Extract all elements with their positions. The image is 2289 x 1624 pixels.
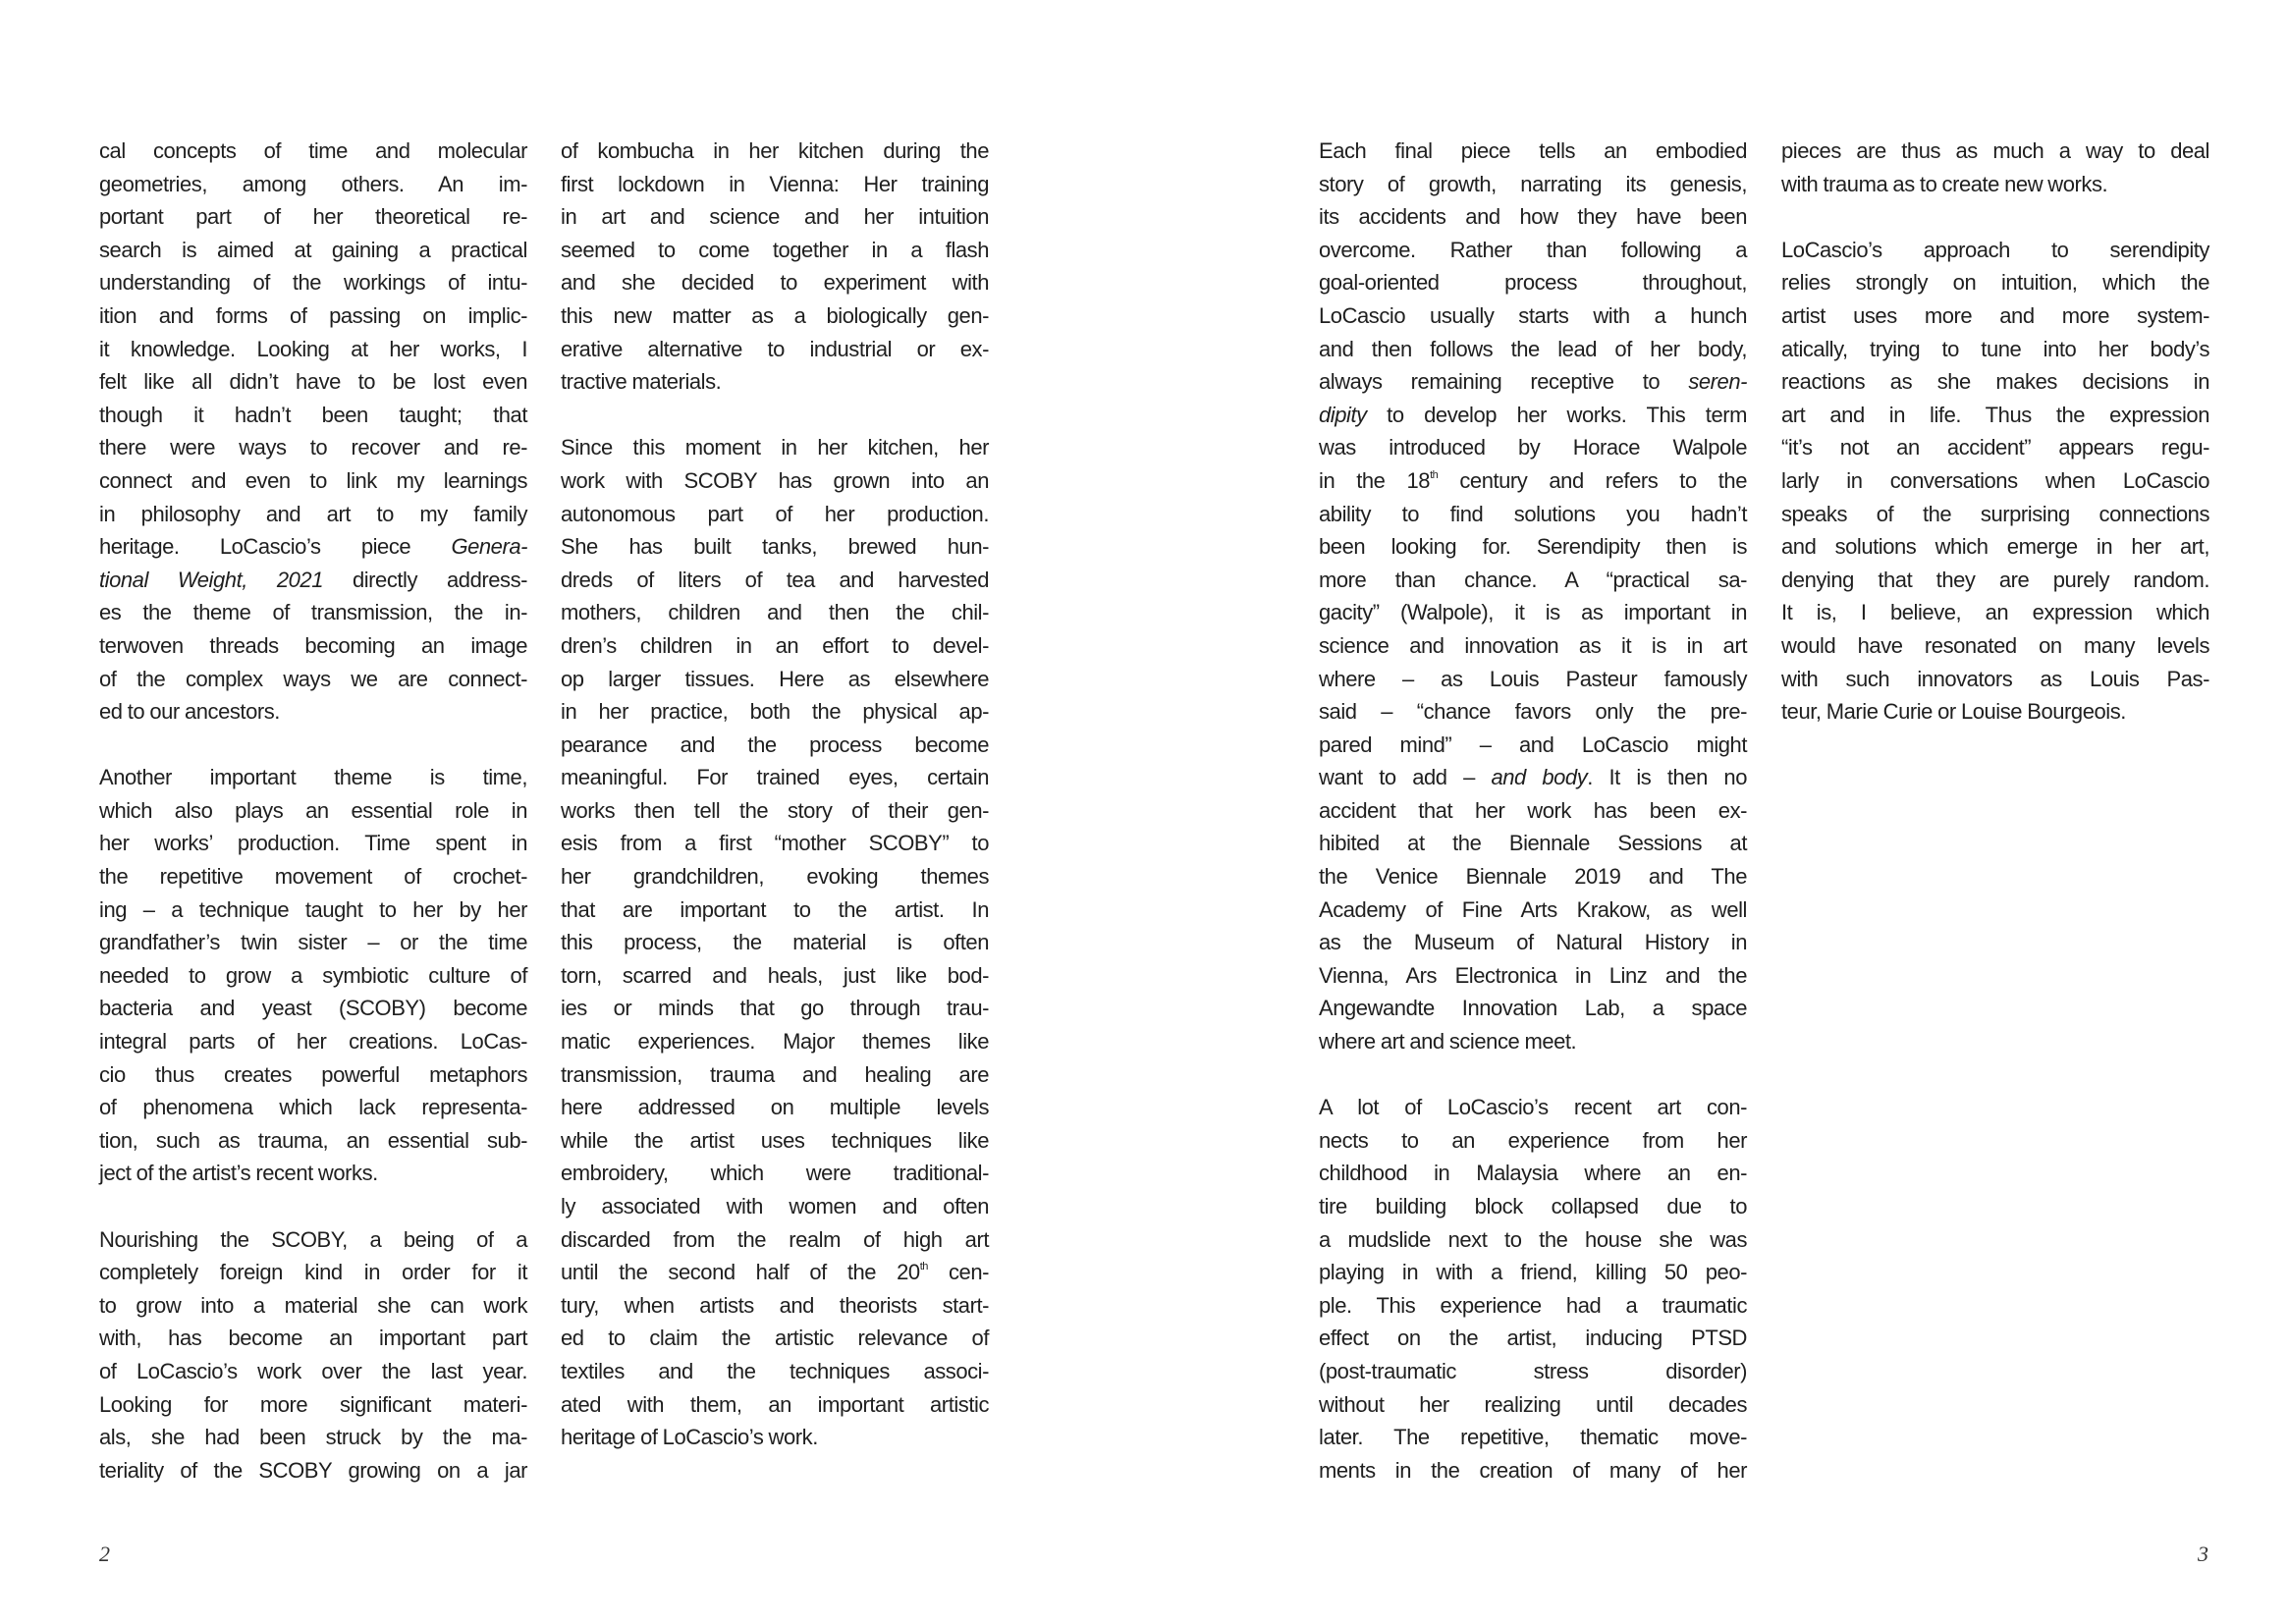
- text-line: ability to find solutions you hadn’t: [1319, 501, 1747, 526]
- text-line: her works’ production. Time spent in: [99, 831, 527, 856]
- text-line: goal-oriented process throughout,: [1319, 270, 1747, 296]
- text-line: science and innovation as it is in art: [1319, 632, 1747, 658]
- text-line: es the theme of transmission, the in-: [99, 600, 527, 625]
- text-line: cal concepts of time and molecular: [99, 138, 527, 163]
- text-line: portant part of her theoretical re-: [99, 204, 527, 230]
- text-line: textiles and the techniques associ-: [561, 1358, 989, 1383]
- text-line: it knowledge. Looking at her works, I: [99, 336, 527, 361]
- text-line: said – “chance favors only the pre-: [1319, 699, 1747, 725]
- italic-text: and body: [1491, 765, 1588, 790]
- text-line: LoCascio’s approach to serendipity: [1781, 237, 2209, 262]
- text-line: story of growth, narrating its genesis,: [1319, 171, 1747, 196]
- text-line: that are important to the artist. In: [561, 896, 989, 922]
- text-line: first lockdown in Vienna: Her training: [561, 171, 989, 196]
- text-line: of LoCascio’s work over the last year.: [99, 1358, 527, 1383]
- paragraph: [561, 135, 989, 399]
- text-line: “it’s not an accident” appears regu-: [1781, 435, 2209, 460]
- text-line: (post-traumatic stress disorder): [1319, 1358, 1747, 1383]
- text-line: larly in conversations when LoCascio: [1781, 467, 2209, 493]
- left-page: [0, 0, 1144, 1624]
- text-segment: always remaining receptive to: [1319, 369, 1689, 395]
- text-line: felt like all didn’t have to be lost even: [99, 369, 527, 395]
- text-line: Nourishing the SCOBY, a being of a: [99, 1226, 527, 1252]
- text-line: Angewandte Innovation Lab, a space: [1319, 996, 1747, 1021]
- text-line: work with SCOBY has grown into an: [561, 467, 989, 493]
- text-line: ject of the artist’s recent works.: [99, 1161, 378, 1186]
- text-line: She has built tanks, brewed hun-: [561, 534, 989, 560]
- text-line: works then tell the story of their gen-: [561, 797, 989, 823]
- text-segment: want to add –: [1319, 765, 1492, 790]
- text-line: [1319, 464, 1747, 498]
- text-line: tion, such as trauma, an essential sub-: [99, 1127, 527, 1153]
- text-line: nects to an experience from her: [1319, 1127, 1747, 1153]
- text-line: where art and science meet.: [1319, 1029, 1577, 1055]
- text-line: reactions as she makes decisions in: [1781, 369, 2209, 395]
- text-line: of kombucha in her kitchen during the: [561, 138, 989, 163]
- text-line: teriality of the SCOBY growing on a jar: [99, 1457, 527, 1483]
- text-line: tractive materials.: [561, 369, 722, 395]
- text-segment: in the 18: [1319, 467, 1431, 493]
- text-line: there were ways to recover and re-: [99, 435, 527, 460]
- text-line: [99, 564, 527, 597]
- text-line: with such innovators as Louis Pas-: [1781, 666, 2209, 691]
- text-line: A lot of LoCascio’s recent art con-: [1319, 1095, 1747, 1120]
- text-line: later. The repetitive, thematic move-: [1319, 1425, 1747, 1450]
- text-line: pearance and the process become: [561, 731, 989, 757]
- text-line: without her realizing until decades: [1319, 1391, 1747, 1417]
- text-line: embroidery, which were traditional-: [561, 1161, 989, 1186]
- paragraph: [99, 1223, 527, 1488]
- text-line: been looking for. Serendipity then is: [1319, 534, 1747, 560]
- text-line: bacteria and yeast (SCOBY) become: [99, 996, 527, 1021]
- text-line: LoCascio usually starts with a hunch: [1319, 302, 1747, 328]
- paragraph: [99, 135, 527, 729]
- text-line: accident that her work has been ex-: [1319, 797, 1747, 823]
- paragraph: [1781, 135, 2209, 200]
- text-line: overcome. Rather than following a: [1319, 237, 1747, 262]
- text-line: a mudslide next to the house she was: [1319, 1226, 1747, 1252]
- text-line: hibited at the Biennale Sessions at: [1319, 831, 1747, 856]
- text-segment: century and refers to the: [1438, 467, 1747, 493]
- text-line: [561, 1256, 989, 1289]
- italic-text: seren-: [1688, 369, 1747, 395]
- text-line: integral parts of her creations. LoCas-: [99, 1029, 527, 1055]
- paragraph: [1319, 135, 1747, 1058]
- text-line: ly associated with women and often: [561, 1194, 989, 1218]
- text-line: in art and science and her intuition: [561, 204, 989, 230]
- text-line: erative alternative to industrial or ex-: [561, 336, 989, 361]
- text-line: dren’s children in an effort to devel-: [561, 632, 989, 658]
- text-segment: until the second half of the 20: [561, 1260, 920, 1285]
- text-line: needed to grow a symbiotic culture of: [99, 962, 527, 988]
- text-line: als, she had been struck by the ma-: [99, 1425, 527, 1450]
- text-line: art and in life. Thus the expression: [1781, 402, 2209, 427]
- text-line: understanding of the workings of intu-: [99, 270, 527, 296]
- text-line: more than chance. A “practical sa-: [1319, 567, 1747, 592]
- superscript: th: [1430, 468, 1439, 481]
- text-line: discarded from the realm of high art: [561, 1226, 989, 1252]
- italic-text: dipity: [1319, 402, 1367, 427]
- text-line: transmission, trauma and healing are: [561, 1061, 989, 1087]
- text-line: Academy of Fine Arts Krakow, as well: [1319, 896, 1747, 922]
- text-line: [1319, 365, 1747, 399]
- paragraph: [99, 761, 527, 1190]
- right-page: [1145, 0, 2289, 1624]
- superscript: th: [919, 1261, 928, 1273]
- text-segment: to develop her works. This term: [1366, 402, 1747, 427]
- text-line: meaningful. For trained eyes, certain: [561, 765, 989, 790]
- text-line: [99, 530, 527, 564]
- paragraph: [1781, 234, 2209, 729]
- text-line: gacity” (Walpole), it is as important in: [1319, 600, 1747, 625]
- paragraph: [561, 431, 989, 1453]
- text-line: and then follows the lead of her body,: [1319, 336, 1747, 361]
- text-line: and she decided to experiment with: [561, 270, 989, 296]
- text-line: where – as Louis Pasteur famously: [1319, 666, 1747, 691]
- text-line: Vienna, Ars Electronica in Linz and the: [1319, 962, 1747, 988]
- text-line: effect on the artist, inducing PTSD: [1319, 1326, 1747, 1351]
- text-line: Each final piece tells an embodied: [1319, 138, 1747, 163]
- paragraph: [1319, 1091, 1747, 1487]
- text-line: geometries, among others. An im-: [99, 171, 527, 196]
- text-line: ple. This experience had a traumatic: [1319, 1292, 1747, 1318]
- text-line: childhood in Malaysia where an en-: [1319, 1161, 1747, 1186]
- text-line: of phenomena which lack representa-: [99, 1095, 527, 1120]
- text-segment: directly address-: [323, 567, 527, 592]
- text-line: teur, Marie Curie or Louise Bourgeois.: [1781, 699, 2126, 725]
- text-line: while the artist uses techniques like: [561, 1127, 989, 1153]
- text-line: was introduced by Horace Walpole: [1319, 435, 1747, 460]
- text-line: torn, scarred and heals, just like bod-: [561, 962, 989, 988]
- text-segment: . It is then no: [1587, 765, 1747, 790]
- text-line: in her practice, both the physical ap-: [561, 699, 989, 725]
- text-line: and solutions which emerge in her art,: [1781, 534, 2209, 560]
- text-line: playing in with a friend, killing 50 peo-: [1319, 1260, 1747, 1285]
- text-line: denying that they are purely random.: [1781, 567, 2209, 592]
- text-line: this new matter as a biologically gen-: [561, 302, 989, 328]
- text-line: Another important theme is time,: [99, 765, 527, 790]
- text-line: the repetitive movement of crochet-: [99, 864, 527, 890]
- text-line: would have resonated on many levels: [1781, 632, 2209, 658]
- text-line: op larger tissues. Here as elsewhere: [561, 666, 989, 691]
- text-line: Looking for more significant materi-: [99, 1391, 527, 1417]
- text-line: the Venice Biennale 2019 and The: [1319, 864, 1747, 890]
- text-line: here addressed on multiple levels: [561, 1095, 989, 1120]
- text-column-1: [99, 135, 527, 1520]
- text-line: grandfather’s twin sister – or the time: [99, 930, 527, 955]
- text-line: of the complex ways we are connect-: [99, 666, 527, 691]
- italic-text: tional Weight, 2021: [99, 567, 323, 592]
- text-line: speaks of the surprising connections: [1781, 501, 2209, 526]
- page-number-right: 3: [2198, 1542, 2208, 1566]
- text-line: heritage of LoCascio’s work.: [561, 1425, 818, 1450]
- text-column-3: [1319, 135, 1747, 1520]
- text-line: completely foreign kind in order for it: [99, 1260, 527, 1285]
- text-line: though it hadn’t been taught; that: [99, 402, 527, 427]
- text-line: which also plays an essential role in: [99, 797, 527, 823]
- text-segment: heritage. LoCascio’s piece: [99, 534, 452, 560]
- text-line: terwoven threads becoming an image: [99, 632, 527, 658]
- text-line: with trauma as to create new works.: [1781, 171, 2108, 196]
- text-line: tire building block collapsed due to: [1319, 1194, 1747, 1218]
- italic-text: Genera-: [451, 534, 527, 560]
- text-line: search is aimed at gaining a practical: [99, 237, 527, 262]
- text-line: dreds of liters of tea and harvested: [561, 567, 989, 592]
- text-line: ing – a technique taught to her by her: [99, 896, 527, 922]
- text-line: autonomous part of her production.: [561, 501, 989, 526]
- text-line: pared mind” – and LoCascio might: [1319, 731, 1747, 757]
- text-line: her grandchildren, evoking themes: [561, 864, 989, 890]
- text-line: matic experiences. Major themes like: [561, 1029, 989, 1055]
- text-column-4: [1781, 135, 2209, 761]
- text-line: connect and even to link my learnings: [99, 467, 527, 493]
- text-line: as the Museum of Natural History in: [1319, 930, 1747, 955]
- text-line: relies strongly on intuition, which the: [1781, 270, 2209, 296]
- text-line: [1319, 761, 1747, 794]
- text-line: artist uses more and more system-: [1781, 302, 2209, 328]
- page-number-left: 2: [99, 1542, 110, 1566]
- text-line: to grow into a material she can work: [99, 1292, 527, 1318]
- text-line: its accidents and how they have been: [1319, 204, 1747, 230]
- text-line: It is, I believe, an expression which: [1781, 600, 2209, 625]
- text-line: this process, the material is often: [561, 930, 989, 955]
- text-line: cio thus creates powerful metaphors: [99, 1061, 527, 1087]
- text-line: in philosophy and art to my family: [99, 501, 527, 526]
- text-line: ated with them, an important artistic: [561, 1391, 989, 1417]
- text-line: with, has become an important part: [99, 1326, 527, 1351]
- text-line: seemed to come together in a flash: [561, 237, 989, 262]
- text-line: Since this moment in her kitchen, her: [561, 435, 989, 460]
- text-column-2: [561, 135, 989, 1487]
- text-line: ments in the creation of many of her: [1319, 1457, 1747, 1483]
- text-line: atically, trying to tune into her body’s: [1781, 336, 2209, 361]
- text-line: mothers, children and then the chil-: [561, 600, 989, 625]
- text-line: tury, when artists and theorists start-: [561, 1292, 989, 1318]
- text-line: ed to claim the artistic relevance of: [561, 1326, 989, 1351]
- text-line: [1319, 399, 1747, 432]
- text-line: esis from a first “mother SCOBY” to: [561, 831, 989, 856]
- text-segment: cen-: [927, 1260, 989, 1285]
- text-line: pieces are thus as much a way to deal: [1781, 138, 2209, 163]
- text-line: ed to our ancestors.: [99, 699, 280, 725]
- text-line: ies or minds that go through trau-: [561, 996, 989, 1021]
- text-line: ition and forms of passing on implic-: [99, 302, 527, 328]
